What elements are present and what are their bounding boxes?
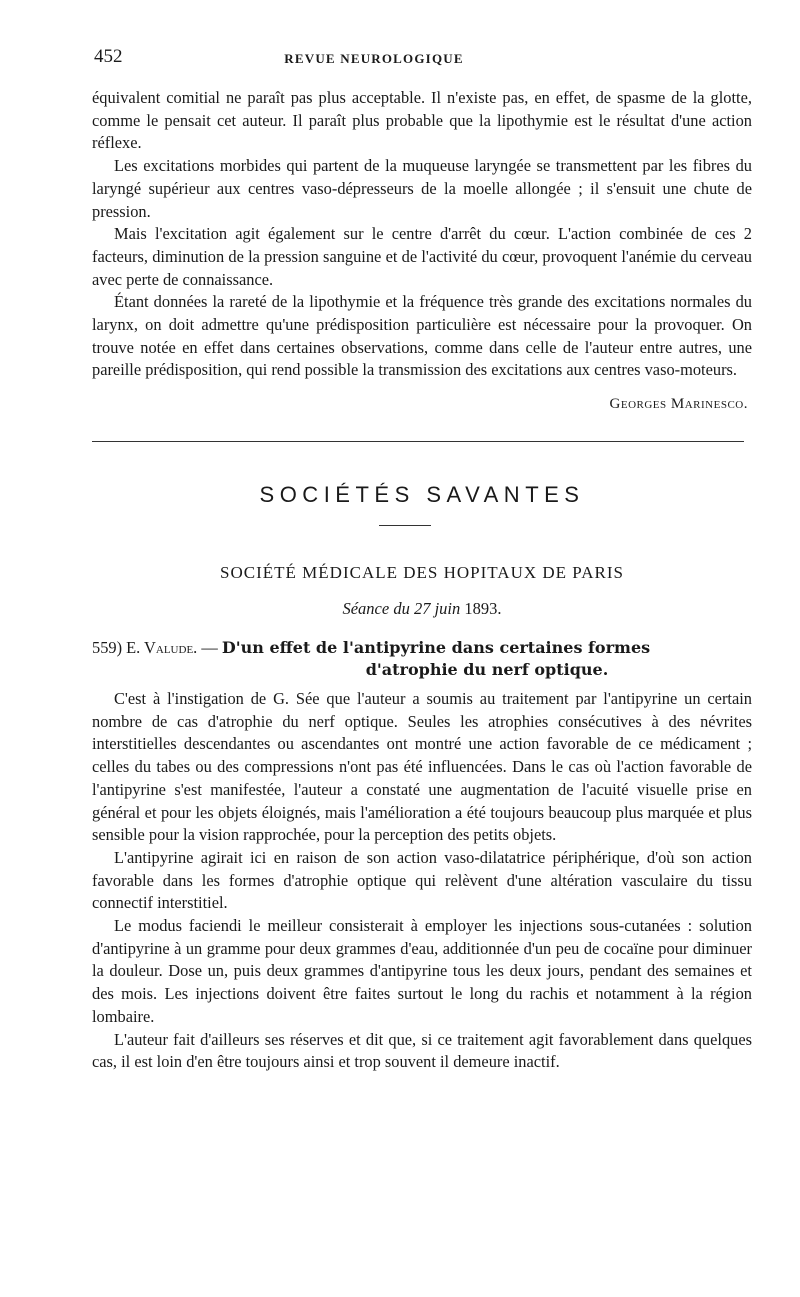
page-header [94, 46, 754, 70]
section-divider [92, 441, 744, 442]
paragraph: Mais l'excitation agit également sur le centre d'arrêt du cœur. L'action combinée de ces 2 facteurs, diminution de la pression sanguine et de l'activité du cœur, provoquent l'anémie du cerveau avec perte de connaissance. [92, 224, 752, 289]
running-title: REVUE NEUROLOGIQUE [284, 51, 464, 66]
seance-year: 1893. [464, 599, 502, 618]
paragraph: équivalent comitial ne paraît pas plus acceptable. Il n'existe pas, en effet, de spasme de la glotte, comme le pensait cet auteur. Il paraît plus probable que la lipothymie est le résultat d'une action réflexe. [92, 88, 752, 153]
author-signature: Georges Marinesco. [609, 396, 748, 412]
paragraph: L'antipyrine agirait ici en raison de son action vaso-dilatatrice périphérique, d'où son action favorable dans les formes d'atrophie optique qui relèvent d'une altération vasculaire du tissu connectif interstitiel. [92, 847, 752, 913]
paragraph: C'est à l'instigation de G. Sée que l'auteur a soumis au traitement par l'antipyrine un certain nombre de cas d'atrophie du nerf optique. Seules les atrophies consécutives à des névrites interstitielles descendantes ou ascendantes ont montré une action favorable de ce médicament ; celles du tabes ou des compressions n'ont pas été influencées. Dans le cas où l'action favorable de l'antipyrine s'est manifestée, l'auteur a constaté une augmentation de l'acuité visuelle prise en général et pour les objets éloignés, mais l'amélioration a été toujours beaucoup plus marquée et plus sensible pour la vision rapprochée, pour la perception des petits objets. [92, 689, 752, 845]
page-number: 452 [94, 46, 123, 67]
article-body [92, 688, 752, 1074]
article-heading [92, 637, 752, 681]
society-name: SOCIÉTÉ MÉDICALE DES HOPITAUX DE PARIS [220, 563, 624, 582]
paragraph: Les excitations morbides qui partent de la muqueuse laryngée se transmettent par les fibres du laryngé supérieur aux centres vaso-dépresseurs de la moelle allongée ; il s'ensuit une chute de pression. [92, 156, 752, 221]
article-reference: 559) E. Valude. — [92, 638, 218, 657]
seance-label: Séance du 27 juin [342, 599, 461, 618]
article-title-line2: d'atrophie du nerf optique. [365, 660, 609, 679]
paragraph: Le modus faciendi le meilleur consisterait à employer les injections sous-cutanées : solution d'antipyrine à un gramme pour deux grammes d'eau, additionnée d'un peu de cocaïne pour diminuer la douleur. Dose un, puis deux grammes d'antipyrine tous les deux jours, pendant des semaines et des mois. Les injections doivent être faites surtout le long du rachis et notamment à la région lombaire. [92, 916, 752, 1026]
paragraph: L'auteur fait d'ailleurs ses réserves et dit que, si ce traitement agit favorablement dans quelques cas, il est loin d'en être toujours ainsi et trop souvent il demeure inactif. [92, 1029, 752, 1072]
title-rule [379, 525, 431, 526]
previous-article-text [92, 87, 752, 382]
article-title-line1: D'un effet de l'antipyrine dans certaines formes [221, 638, 651, 657]
section-title: SOCIÉTÉS SAVANTES [259, 482, 585, 507]
paragraph: Étant données la rareté de la lipothymie et la fréquence très grande des excitations normales du larynx, on doit admettre qu'une prédisposition particulière est nécessaire pour la provoquer. On trouve notée en effet dans certaines observations, comme dans celle de l'auteur entre autres, une pareille prédisposition, qui rend possible la transmission des excitations aux centres vaso-moteurs. [92, 292, 752, 380]
seance-date [92, 599, 752, 619]
